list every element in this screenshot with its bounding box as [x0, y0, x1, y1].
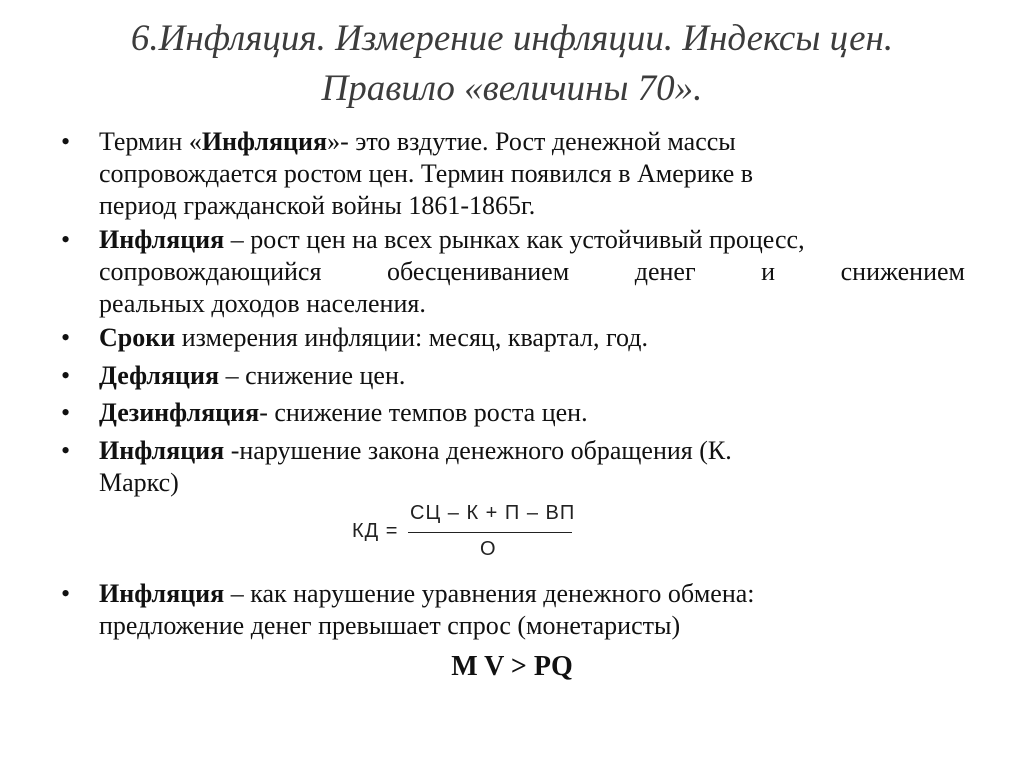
bullet-icon: • — [61, 323, 71, 352]
bullet-icon: • — [61, 398, 71, 427]
formula-numerator: СЦ – К + П – ВП — [410, 502, 576, 524]
item-line — [99, 360, 965, 392]
item-text: – рост цен на всех рынках как устойчивый процесс, — [224, 225, 805, 254]
item-line: предложение денег превышает спрос (монетаристы) — [99, 611, 681, 640]
exchange-equation: M V > PQ — [451, 651, 573, 682]
bullet-icon: • — [61, 127, 71, 156]
item-line — [99, 322, 965, 354]
bullet-icon: • — [61, 225, 71, 254]
item-term: Дефляция — [99, 361, 220, 390]
item-term: Инфляция — [99, 579, 225, 608]
list-item — [61, 578, 965, 642]
list-item — [61, 126, 965, 222]
item-line: период гражданской войны 1861-1865г. — [99, 191, 536, 220]
item-text: Термин « — [99, 127, 202, 156]
item-text: »- это вздутие. Рост денежной массы — [327, 127, 736, 156]
item-line: реальных доходов населения. — [99, 289, 426, 318]
item-term: Инфляция — [99, 225, 225, 254]
item-term: Инфляция — [99, 436, 225, 465]
item-term: Сроки — [99, 323, 176, 352]
formula-lhs: КД = — [352, 520, 399, 542]
item-text: – снижение цен. — [219, 361, 406, 390]
list-item — [61, 224, 965, 320]
bullet-icon: • — [61, 579, 71, 608]
list-item — [61, 360, 965, 392]
item-text: - снижение темпов роста цен. — [259, 398, 588, 427]
slide-title — [40, 14, 984, 114]
kd-formula — [352, 498, 582, 572]
title-line-1: 6.Инфляция. Измерение инфляции. Индексы цен. — [130, 18, 894, 59]
fraction-bar — [408, 532, 572, 533]
item-text: – как нарушение уравнения денежного обмена: — [224, 579, 755, 608]
title-line-2: Правило «величины 70». — [321, 68, 703, 109]
item-line — [99, 578, 965, 610]
list-item — [61, 322, 965, 354]
bullet-icon: • — [61, 436, 71, 465]
list-item — [61, 397, 965, 429]
list-item — [61, 435, 965, 499]
item-text: измерения инфляции: месяц, квартал, год. — [175, 323, 649, 352]
item-term: Дезинфляция — [99, 398, 260, 427]
item-line — [99, 397, 965, 429]
bullet-icon: • — [61, 361, 71, 390]
item-line — [99, 126, 965, 158]
item-text: -нарушение закона денежного обращения (К. — [224, 436, 732, 465]
item-line — [99, 435, 965, 467]
item-line — [99, 224, 965, 256]
formula-denominator: О — [480, 538, 496, 560]
item-line: сопровождающийся обесцениванием денег и снижением — [99, 257, 965, 286]
item-line: Маркс) — [99, 468, 179, 497]
item-term: Инфляция — [201, 127, 328, 156]
item-line: сопровождается ростом цен. Термин появился в Америке в — [99, 159, 754, 188]
